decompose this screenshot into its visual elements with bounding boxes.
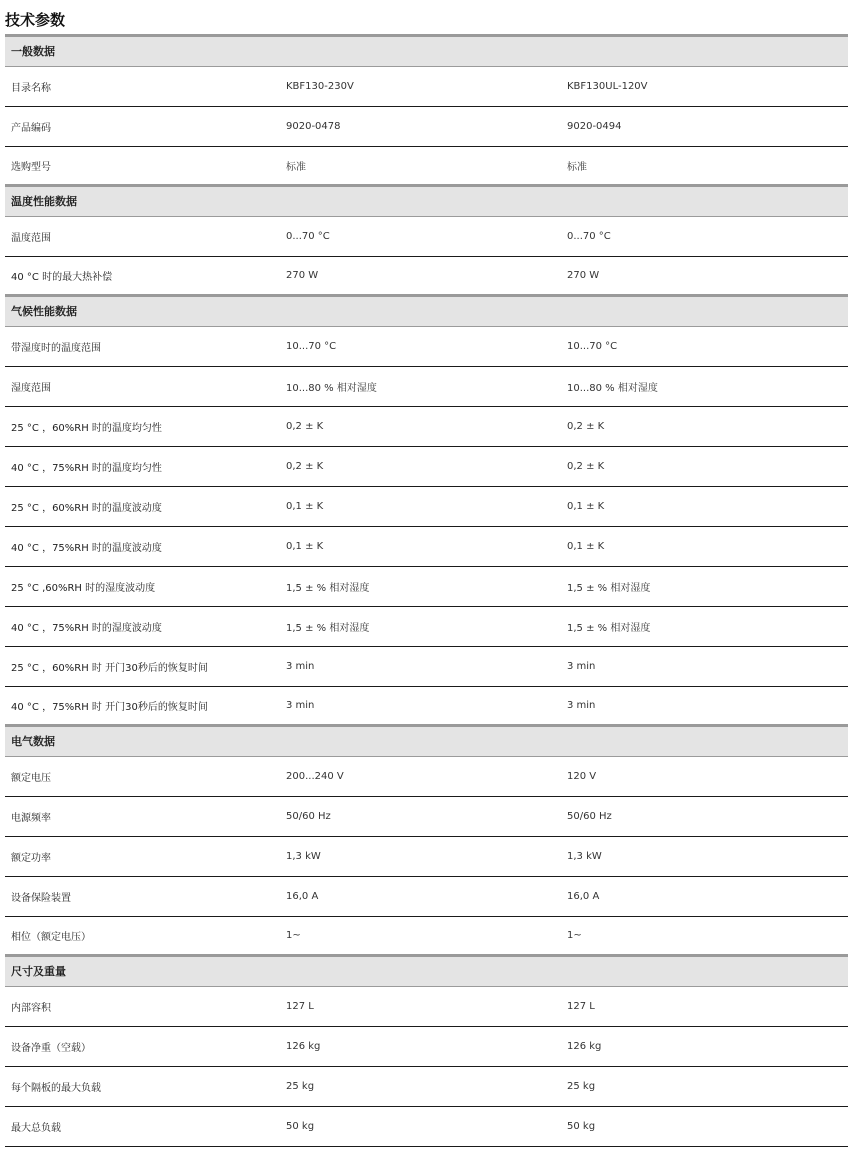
spec-sheet [5,0,848,1147]
table-row [5,487,848,527]
row-value-120v: 10...70 °C [567,341,618,352]
row-label: 产品编码 [11,123,51,134]
table-row [5,407,848,447]
row-value-120v: 0,2 ± K [567,421,605,432]
table-row [5,1027,848,1067]
table-row [5,447,848,487]
row-value-120v: KBF130UL-120V [567,81,648,92]
row-value-120v: 1~ [567,930,582,941]
row-value-120v: 25 kg [567,1081,596,1092]
row-value-230v: 0,2 ± K [286,421,324,432]
table-row [5,797,848,837]
row-value-230v: 3 min [286,700,315,711]
row-value-230v: 1,5 ± % 相对湿度 [286,583,370,594]
row-label: 25 °C ,60%RH 时的湿度波动度 [11,583,156,594]
row-label: 每个隔板的最大负载 [11,1083,101,1094]
row-value-230v: 127 L [286,1001,314,1012]
row-label: 40 °C ，75%RH 时的湿度波动度 [11,623,162,634]
row-value-120v: 0,2 ± K [567,461,605,472]
row-value-230v: 10...80 % 相对湿度 [286,383,377,394]
row-value-230v: 270 W [286,270,319,281]
table-row [5,567,848,607]
section-header-dimensions: 尺寸及重量 [5,957,848,987]
row-value-120v: 0...70 °C [567,231,611,242]
table-row [5,327,848,367]
row-label: 40 °C ，75%RH 时的温度波动度 [11,543,162,554]
table-row [5,527,848,567]
row-value-120v: 50 kg [567,1121,596,1132]
row-label: 设备保险装置 [11,893,71,904]
row-value-230v: 50/60 Hz [286,811,331,822]
row-label: 目录名称 [11,83,51,94]
row-label: 内部容积 [11,1003,51,1014]
row-value-230v: 25 kg [286,1081,315,1092]
row-value-120v: 3 min [567,661,596,672]
row-value-120v: 3 min [567,700,596,711]
table-row [5,647,848,687]
row-value-230v: 9020-0478 [286,121,341,132]
row-value-120v: 1,5 ± % 相对湿度 [567,583,651,594]
row-value-230v: 10...70 °C [286,341,337,352]
row-value-230v: 标准 [286,162,306,173]
row-value-120v: 1,3 kW [567,851,602,862]
row-value-120v: 126 kg [567,1041,602,1052]
section-header-temperature: 温度性能数据 [5,187,848,217]
row-label: 额定电压 [11,773,51,784]
section-header-general: 一般数据 [5,37,848,67]
table-row [5,987,848,1027]
row-value-230v: 0,2 ± K [286,461,324,472]
table-row [5,917,848,957]
row-value-230v: 200...240 V [286,771,344,782]
row-value-230v: 0,1 ± K [286,501,324,512]
row-value-120v: 270 W [567,270,600,281]
row-value-120v: 标准 [567,162,587,173]
table-row [5,877,848,917]
table-row [5,67,848,107]
row-value-120v: 16,0 A [567,891,600,902]
row-value-120v: 1,5 ± % 相对湿度 [567,623,651,634]
row-value-230v: 1,3 kW [286,851,321,862]
row-label: 40 °C ，75%RH 时 开门30秒后的恢复时间 [11,702,208,713]
table-row [5,257,848,297]
row-label: 25 °C ，60%RH 时的温度均匀性 [11,423,162,434]
row-label: 最大总负载 [11,1123,61,1134]
row-label: 相位（额定电压） [11,932,91,943]
table-row [5,607,848,647]
row-value-230v: KBF130-230V [286,81,354,92]
row-label: 设备净重（空载） [11,1043,91,1054]
section-header-electrical: 电气数据 [5,727,848,757]
row-label: 40 °C ，75%RH 时的温度均匀性 [11,463,162,474]
row-value-230v: 50 kg [286,1121,315,1132]
table-row [5,1107,848,1147]
section-header-climate: 气候性能数据 [5,297,848,327]
row-label: 带湿度时的温度范围 [11,343,101,354]
table-row [5,757,848,797]
row-label: 25 °C ，60%RH 时的温度波动度 [11,503,162,514]
row-value-230v: 16,0 A [286,891,319,902]
row-value-230v: 1~ [286,930,301,941]
row-value-230v: 126 kg [286,1041,321,1052]
table-row [5,367,848,407]
row-value-120v: 50/60 Hz [567,811,612,822]
table-row [5,1067,848,1107]
row-value-230v: 1,5 ± % 相对湿度 [286,623,370,634]
row-value-230v: 0...70 °C [286,231,330,242]
row-value-120v: 9020-0494 [567,121,622,132]
row-value-120v: 10...80 % 相对湿度 [567,383,658,394]
table-row [5,837,848,877]
table-row [5,687,848,727]
table-row [5,147,848,187]
row-value-120v: 120 V [567,771,597,782]
row-value-120v: 127 L [567,1001,595,1012]
row-label: 额定功率 [11,853,51,864]
row-label: 选购型号 [11,162,51,173]
row-label: 40 °C 时的最大热补偿 [11,272,113,283]
row-label: 温度范围 [11,233,51,244]
row-label: 湿度范围 [11,383,51,394]
table-row [5,107,848,147]
row-value-230v: 3 min [286,661,315,672]
row-label: 25 °C ，60%RH 时 开门30秒后的恢复时间 [11,663,208,674]
row-value-230v: 0,1 ± K [286,541,324,552]
page-title: 技术参数 [5,0,848,37]
table-row [5,217,848,257]
row-label: 电源频率 [11,813,51,824]
row-value-120v: 0,1 ± K [567,541,605,552]
row-value-120v: 0,1 ± K [567,501,605,512]
